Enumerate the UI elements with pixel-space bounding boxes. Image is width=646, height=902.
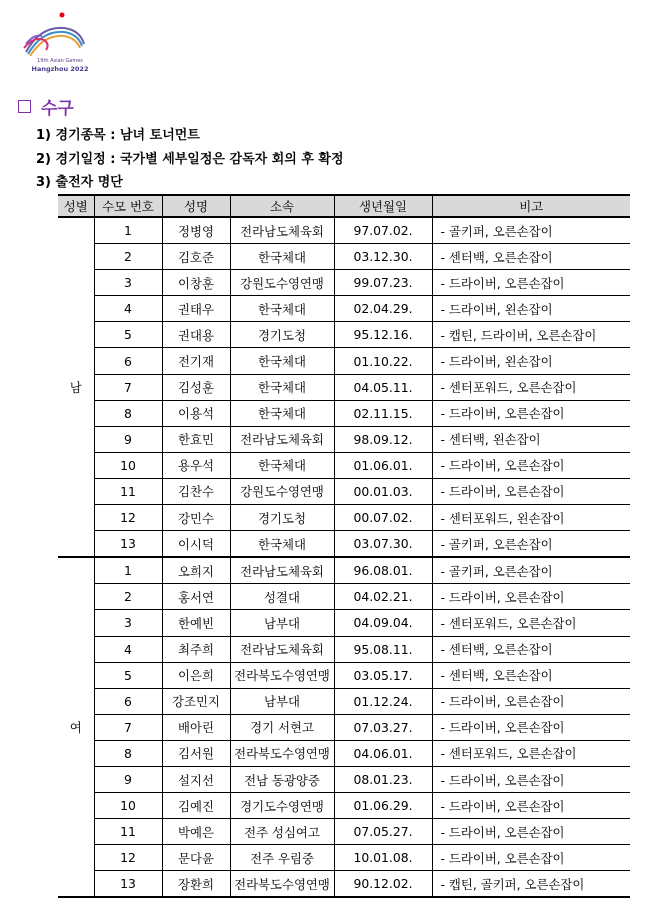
note-cell: - 드라이버, 왼손잡이 xyxy=(432,296,630,322)
note-cell: - 드라이버, 오른손잡이 xyxy=(432,845,630,871)
birthdate-cell: 96.08.01. xyxy=(334,557,432,584)
team-cell: 전라남도체육회 xyxy=(230,636,334,662)
note-cell: - 골키퍼, 오른손잡이 xyxy=(432,531,630,558)
cap-number-cell: 8 xyxy=(94,740,162,766)
cap-number-cell: 11 xyxy=(94,478,162,504)
cap-number-cell: 1 xyxy=(94,217,162,244)
cap-number-cell: 10 xyxy=(94,793,162,819)
note-cell: - 센터포워드, 오른손잡이 xyxy=(432,374,630,400)
table-row xyxy=(58,610,630,636)
cap-number-cell: 3 xyxy=(94,270,162,296)
player-name-cell: 오희지 xyxy=(162,557,230,584)
team-cell: 경기 서현고 xyxy=(230,714,334,740)
table-row xyxy=(58,322,630,348)
player-name-cell: 문다윤 xyxy=(162,845,230,871)
cap-number-cell: 1 xyxy=(94,557,162,584)
header-name: 성명 xyxy=(162,195,230,217)
table-row xyxy=(58,845,630,871)
player-name-cell: 김서원 xyxy=(162,740,230,766)
player-name-cell: 김성훈 xyxy=(162,374,230,400)
team-cell: 남부대 xyxy=(230,610,334,636)
team-cell: 경기도청 xyxy=(230,322,334,348)
gender-cell: 여 xyxy=(58,557,94,897)
player-name-cell: 김호준 xyxy=(162,244,230,270)
team-cell: 한국체대 xyxy=(230,374,334,400)
table-row xyxy=(58,400,630,426)
birthdate-cell: 00.07.02. xyxy=(334,505,432,531)
table-row xyxy=(58,819,630,845)
note-cell: - 드라이버, 오른손잡이 xyxy=(432,400,630,426)
cap-number-cell: 4 xyxy=(94,636,162,662)
cap-number-cell: 13 xyxy=(94,531,162,558)
note-cell: - 드라이버, 오른손잡이 xyxy=(432,478,630,504)
note-cell: - 센터백, 오른손잡이 xyxy=(432,662,630,688)
note-cell: - 드라이버, 오른손잡이 xyxy=(432,688,630,714)
note-cell: - 드라이버, 오른손잡이 xyxy=(432,270,630,296)
team-cell: 경기도청 xyxy=(230,505,334,531)
team-cell: 한국체대 xyxy=(230,531,334,558)
cap-number-cell: 6 xyxy=(94,348,162,374)
player-name-cell: 강조민지 xyxy=(162,688,230,714)
birthdate-cell: 04.09.04. xyxy=(334,610,432,636)
table-row xyxy=(58,584,630,610)
birthdate-cell: 90.12.02. xyxy=(334,871,432,898)
cap-number-cell: 9 xyxy=(94,766,162,792)
birthdate-cell: 02.04.29. xyxy=(334,296,432,322)
square-bullet-icon xyxy=(18,100,31,113)
table-row xyxy=(58,505,630,531)
birthdate-cell: 07.03.27. xyxy=(334,714,432,740)
table-row xyxy=(58,270,630,296)
birthdate-cell: 98.09.12. xyxy=(334,426,432,452)
birthdate-cell: 10.01.08. xyxy=(334,845,432,871)
cap-number-cell: 4 xyxy=(94,296,162,322)
birthdate-cell: 04.05.11. xyxy=(334,374,432,400)
table-row xyxy=(58,217,630,244)
section-title xyxy=(18,94,74,119)
table-row xyxy=(58,688,630,714)
header-note: 비고 xyxy=(432,195,630,217)
table-row xyxy=(58,531,630,558)
cap-number-cell: 8 xyxy=(94,400,162,426)
birthdate-cell: 01.06.01. xyxy=(334,452,432,478)
table-header-row xyxy=(58,195,630,217)
team-cell: 한국체대 xyxy=(230,296,334,322)
header-gender: 성별 xyxy=(58,195,94,217)
birthdate-cell: 01.12.24. xyxy=(334,688,432,714)
birthdate-cell: 03.05.17. xyxy=(334,662,432,688)
note-cell: - 센터백, 왼손잡이 xyxy=(432,426,630,452)
note-cell: - 드라이버, 오른손잡이 xyxy=(432,793,630,819)
birthdate-cell: 99.07.23. xyxy=(334,270,432,296)
note-cell: - 드라이버, 오른손잡이 xyxy=(432,452,630,478)
note-cell: - 드라이버, 오른손잡이 xyxy=(432,766,630,792)
player-name-cell: 이은희 xyxy=(162,662,230,688)
cap-number-cell: 2 xyxy=(94,244,162,270)
team-cell: 한국체대 xyxy=(230,400,334,426)
header-cap-number: 수모 번호 xyxy=(94,195,162,217)
table-row xyxy=(58,793,630,819)
team-cell: 한국체대 xyxy=(230,244,334,270)
team-cell: 경기도수영연맹 xyxy=(230,793,334,819)
header-team: 소속 xyxy=(230,195,334,217)
team-cell: 강원도수영연맹 xyxy=(230,270,334,296)
note-cell: - 센터포워드, 오른손잡이 xyxy=(432,610,630,636)
table-row xyxy=(58,662,630,688)
player-name-cell: 최주희 xyxy=(162,636,230,662)
table-row xyxy=(58,557,630,584)
birthdate-cell: 04.06.01. xyxy=(334,740,432,766)
player-name-cell: 이창훈 xyxy=(162,270,230,296)
birthdate-cell: 95.12.16. xyxy=(334,322,432,348)
player-name-cell: 김예진 xyxy=(162,793,230,819)
header-birthdate: 생년월일 xyxy=(334,195,432,217)
team-cell: 남부대 xyxy=(230,688,334,714)
birthdate-cell: 03.12.30. xyxy=(334,244,432,270)
note-cell: - 골키퍼, 오른손잡이 xyxy=(432,557,630,584)
player-name-cell: 박예은 xyxy=(162,819,230,845)
birthdate-cell: 95.08.11. xyxy=(334,636,432,662)
logo-subtitle: 19th Asian Games xyxy=(37,58,83,64)
team-cell: 한국체대 xyxy=(230,452,334,478)
table-row xyxy=(58,296,630,322)
birthdate-cell: 01.10.22. xyxy=(334,348,432,374)
table-row xyxy=(58,740,630,766)
cap-number-cell: 9 xyxy=(94,426,162,452)
note-cell: - 드라이버, 오른손잡이 xyxy=(432,714,630,740)
note-cell: - 드라이버, 오른손잡이 xyxy=(432,819,630,845)
player-name-cell: 한효민 xyxy=(162,426,230,452)
player-name-cell: 권대용 xyxy=(162,322,230,348)
birthdate-cell: 04.02.21. xyxy=(334,584,432,610)
player-name-cell: 정병영 xyxy=(162,217,230,244)
cap-number-cell: 3 xyxy=(94,610,162,636)
cap-number-cell: 12 xyxy=(94,505,162,531)
roster-item: 3) 출전자 명단 xyxy=(36,175,123,190)
team-cell: 성결대 xyxy=(230,584,334,610)
cap-number-cell: 12 xyxy=(94,845,162,871)
table-row xyxy=(58,244,630,270)
player-name-cell: 홍서연 xyxy=(162,584,230,610)
birthdate-cell: 08.01.23. xyxy=(334,766,432,792)
table-row xyxy=(58,478,630,504)
cap-number-cell: 7 xyxy=(94,374,162,400)
table-row xyxy=(58,766,630,792)
team-cell: 전라남도체육회 xyxy=(230,217,334,244)
table-row xyxy=(58,871,630,898)
note-cell: - 센터포워드, 오른손잡이 xyxy=(432,740,630,766)
cap-number-cell: 10 xyxy=(94,452,162,478)
section-title-text: 수구 xyxy=(41,99,74,119)
player-name-cell: 한예빈 xyxy=(162,610,230,636)
note-cell: - 캡틴, 드라이버, 오른손잡이 xyxy=(432,322,630,348)
team-cell: 한국체대 xyxy=(230,348,334,374)
birthdate-cell: 97.07.02. xyxy=(334,217,432,244)
roster-table xyxy=(58,194,630,898)
note-cell: - 센터포워드, 왼손잡이 xyxy=(432,505,630,531)
note-cell: - 센터백, 오른손잡이 xyxy=(432,636,630,662)
player-name-cell: 전기재 xyxy=(162,348,230,374)
team-cell: 전남 동광양중 xyxy=(230,766,334,792)
birthdate-cell: 02.11.15. xyxy=(334,400,432,426)
cap-number-cell: 5 xyxy=(94,662,162,688)
table-row xyxy=(58,426,630,452)
roster-body xyxy=(58,217,630,897)
cap-number-cell: 5 xyxy=(94,322,162,348)
table-row xyxy=(58,714,630,740)
schedule-item: 2) 경기일정 : 국가별 세부일정은 감독자 회의 후 확정 xyxy=(36,152,344,167)
cap-number-cell: 2 xyxy=(94,584,162,610)
table-row xyxy=(58,348,630,374)
player-name-cell: 김찬수 xyxy=(162,478,230,504)
team-cell: 전라남도체육회 xyxy=(230,426,334,452)
team-cell: 전라남도체육회 xyxy=(230,557,334,584)
logo-title: Hangzhou 2022 xyxy=(31,65,89,73)
player-name-cell: 장환희 xyxy=(162,871,230,898)
birthdate-cell: 07.05.27. xyxy=(334,819,432,845)
cap-number-cell: 7 xyxy=(94,714,162,740)
table-row xyxy=(58,374,630,400)
team-cell: 전라북도수영연맹 xyxy=(230,871,334,898)
player-name-cell: 권태우 xyxy=(162,296,230,322)
event-item: 1) 경기종목 : 남녀 토너먼트 xyxy=(36,128,200,143)
player-name-cell: 배아린 xyxy=(162,714,230,740)
asian-games-logo xyxy=(20,8,90,78)
birthdate-cell: 00.01.03. xyxy=(334,478,432,504)
note-cell: - 드라이버, 오른손잡이 xyxy=(432,584,630,610)
cap-number-cell: 13 xyxy=(94,871,162,898)
team-cell: 강원도수영연맹 xyxy=(230,478,334,504)
cap-number-cell: 6 xyxy=(94,688,162,714)
table-row xyxy=(58,452,630,478)
player-name-cell: 용우석 xyxy=(162,452,230,478)
note-cell: - 센터백, 오른손잡이 xyxy=(432,244,630,270)
note-cell: - 골키퍼, 오른손잡이 xyxy=(432,217,630,244)
note-cell: - 드라이버, 왼손잡이 xyxy=(432,348,630,374)
player-name-cell: 설지선 xyxy=(162,766,230,792)
player-name-cell: 강민수 xyxy=(162,505,230,531)
team-cell: 전라북도수영연맹 xyxy=(230,662,334,688)
team-cell: 전라북도수영연맹 xyxy=(230,740,334,766)
gender-cell: 남 xyxy=(58,217,94,557)
birthdate-cell: 01.06.29. xyxy=(334,793,432,819)
player-name-cell: 이용석 xyxy=(162,400,230,426)
player-name-cell: 이시덕 xyxy=(162,531,230,558)
team-cell: 전주 우림중 xyxy=(230,845,334,871)
asian-games-emblem-icon xyxy=(20,8,90,58)
team-cell: 전주 성심여고 xyxy=(230,819,334,845)
cap-number-cell: 11 xyxy=(94,819,162,845)
table-row xyxy=(58,636,630,662)
birthdate-cell: 03.07.30. xyxy=(334,531,432,558)
note-cell: - 캡틴, 골키퍼, 오른손잡이 xyxy=(432,871,630,898)
